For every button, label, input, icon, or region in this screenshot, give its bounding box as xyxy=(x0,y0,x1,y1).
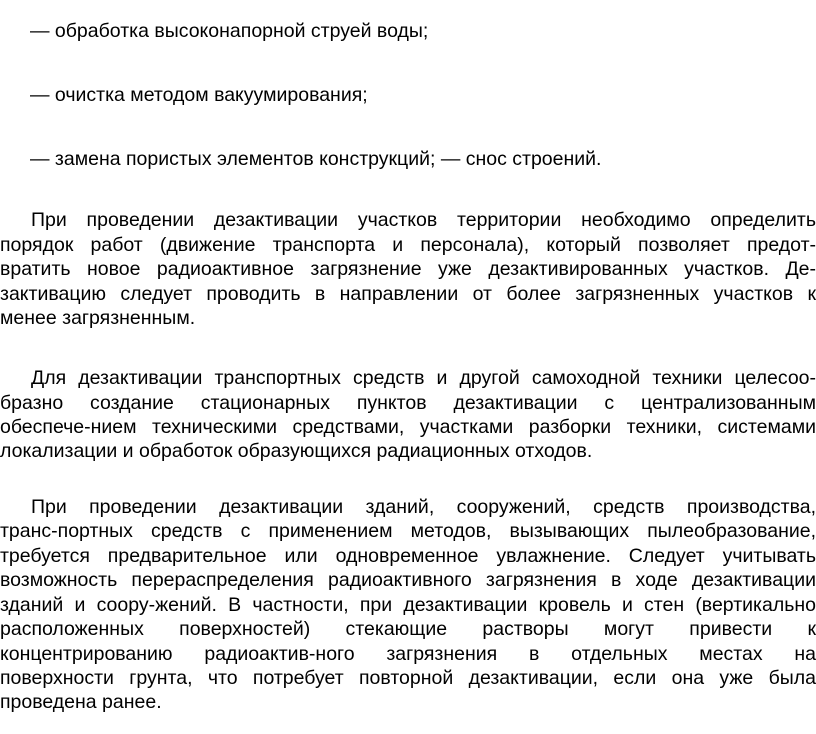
paragraph-line: менее загрязненным. xyxy=(0,307,196,329)
paragraph-line: локализации и обработок образующихся радиационных отходов. xyxy=(0,440,593,462)
paragraph-line: бразно создание стационарных пунктов дезактивации с централизованным xyxy=(0,392,816,414)
paragraph-line: При проведении дезактивации участков территории необходимо определить xyxy=(31,209,816,231)
paragraph-line: проведена ранее. xyxy=(0,691,162,713)
paragraph-line: Для дезактивации транспортных средств и другой самоходной техники целесоо- xyxy=(31,367,816,389)
paragraph-line: При проведении дезактивации зданий, сооружений, средств производства, xyxy=(31,496,816,518)
paragraph-line: транс-портных средств с применением методов, вызывающих пылеобразование, xyxy=(0,520,816,542)
paragraph-line: зактивацию следует проводить в направлении от более загрязненных участков к xyxy=(0,283,816,305)
list-item: — замена пористых элементов конструкций; — снос строений. xyxy=(30,148,602,170)
paragraph-line: зданий и соору-жений. В частности, при дезактивации кровель и стен (вертикально xyxy=(0,594,816,616)
paragraph-line: порядок работ (движение транспорта и персонала), который позволяет предот- xyxy=(0,234,816,256)
paragraph-line: возможность перераспределения радиоактивного загрязнения в ходе дезактивации xyxy=(0,569,816,591)
list-item: — обработка высоконапорной струей воды; xyxy=(30,20,429,42)
paragraph-line: расположенных поверхностей) стекающие растворы могут привести к xyxy=(0,618,816,640)
paragraph-line: обеспече-нием техническими средствами, участками разборки техники, системами xyxy=(0,416,816,438)
paragraph-line: концентрированию радиоактив-ного загрязнения в отдельных местах на xyxy=(0,643,816,665)
paragraph-line: вратить новое радиоактивное загрязнение уже дезактивированных участков. Де- xyxy=(0,258,816,280)
paragraph-line: поверхности грунта, что потребует повторной дезактивации, если она уже была xyxy=(0,667,816,689)
list-item: — очистка методом вакуумирования; xyxy=(30,84,368,106)
paragraph-line: требуется предварительное или одновременное увлажнение. Следует учитывать xyxy=(0,545,816,567)
